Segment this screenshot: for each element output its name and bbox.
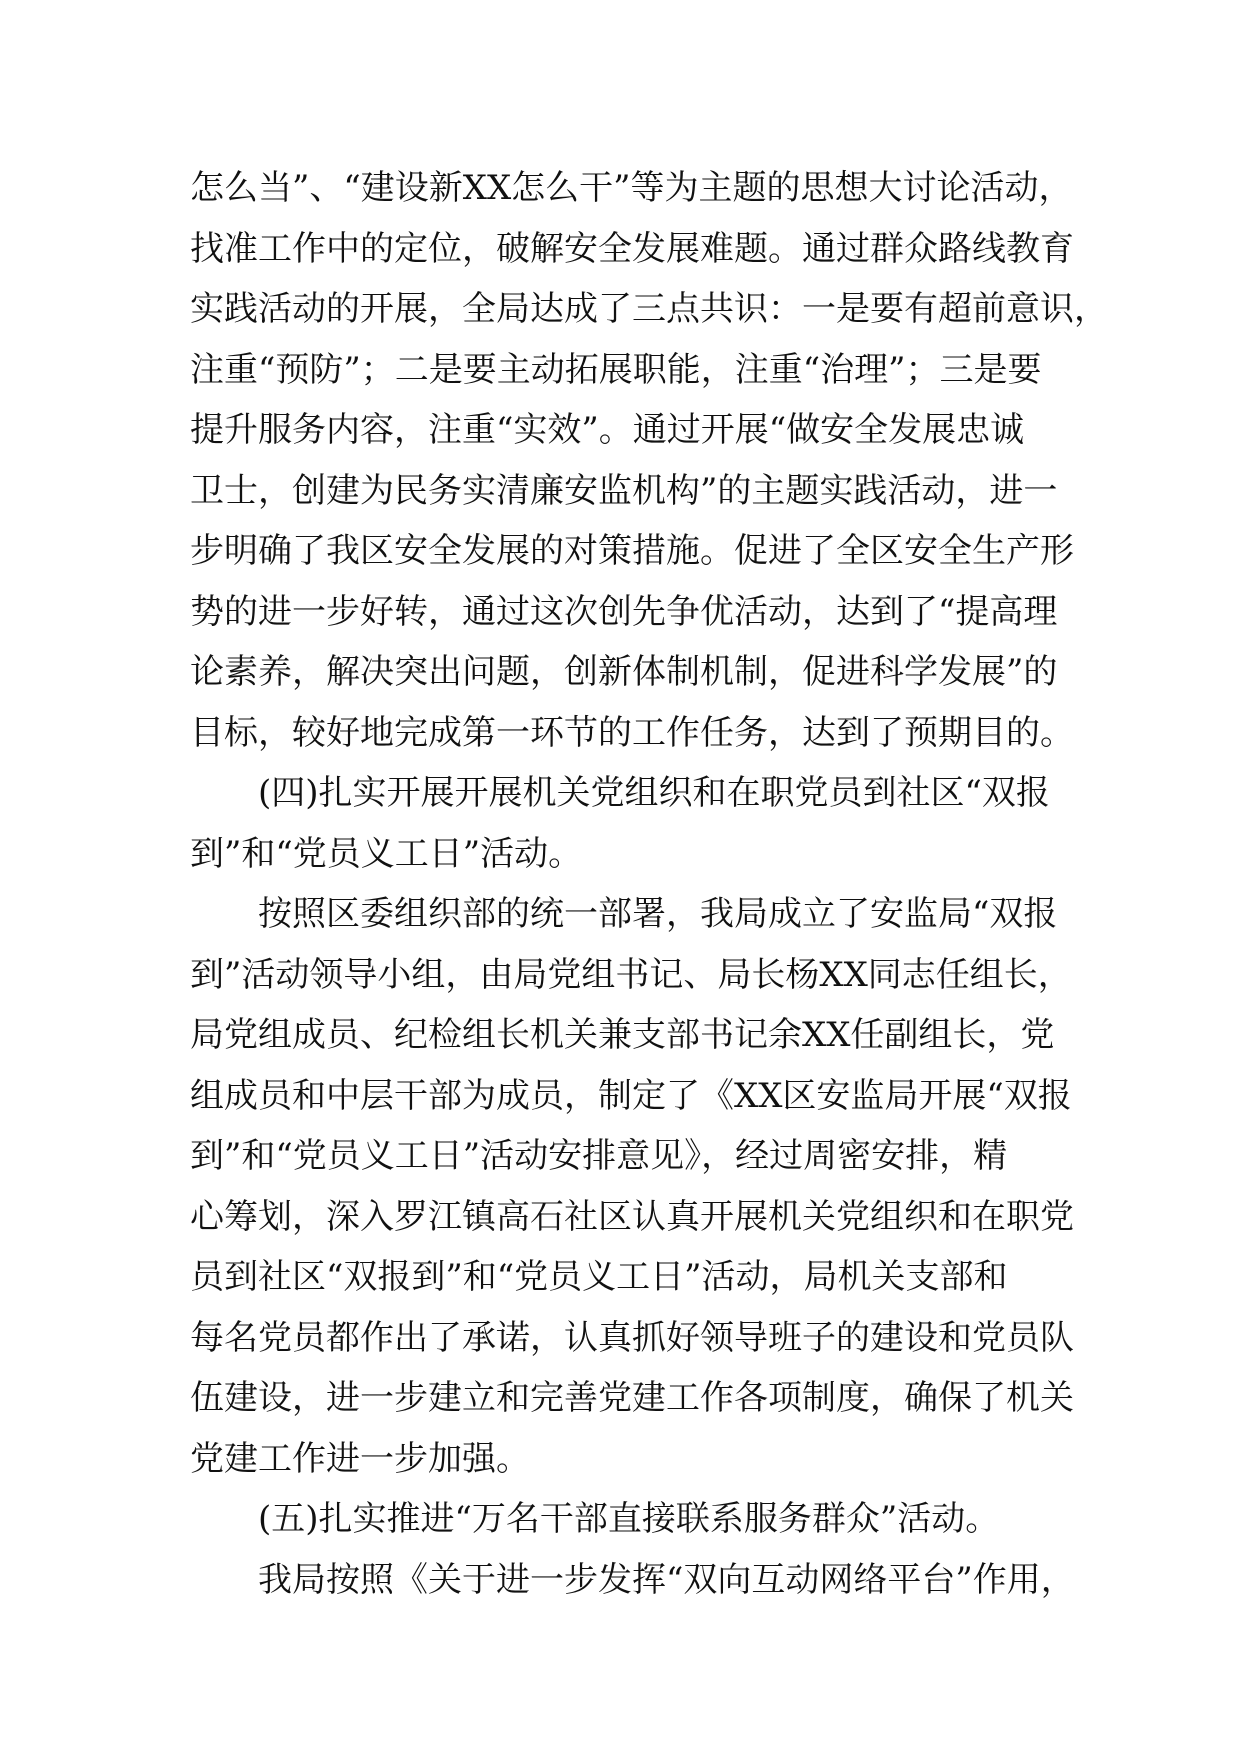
- text-line: 按照区委组织部的统一部署，我局成立了安监局“双报: [258, 894, 1058, 934]
- text-line: (五)扎实推进“万名干部直接联系服务群众”活动。: [258, 1499, 1000, 1539]
- text-line: 提升服务内容，注重“实效”。通过开展“做安全发展忠诚: [190, 410, 1025, 450]
- text-line: 找准工作中的定位，破解安全发展难题。通过群众路线教育: [190, 228, 1074, 269]
- text-line: 党建工作进一步加强。: [190, 1438, 530, 1479]
- text-line: 卫士，创建为民务实清廉安监机构”的主题实践活动，进一: [190, 470, 1058, 511]
- text-line: 员到社区“双报到”和“党员义工日”活动，局机关支部和: [190, 1257, 1008, 1297]
- text-line: 步明确了我区安全发展的对策措施。促进了全区安全生产形: [190, 531, 1074, 571]
- text-line: 每名党员都作出了承诺，认真抓好领导班子的建设和党员队: [190, 1317, 1074, 1358]
- document-body: [190, 158, 1108, 1610]
- text-line: 伍建设，进一步建立和完善党建工作各项制度，确保了机关: [190, 1378, 1074, 1418]
- text-line: 到”和“党员义工日”活动。: [190, 833, 583, 874]
- text-line: 我局按照《关于进一步发挥“双向互动网络平台”作用，: [258, 1559, 1075, 1600]
- text-line: 注重“预防”；二是要主动拓展职能，注重“治理”；三是要: [190, 349, 1042, 390]
- text-line: 到”和“党员义工日”活动安排意见》，经过周密安排，精: [190, 1136, 1008, 1176]
- text-line: 势的进一步好转，通过这次创先争优活动，达到了“提高理: [190, 591, 1058, 632]
- text-line: 实践活动的开展，全局达成了三点共识：一是要有超前意识，: [190, 289, 1108, 329]
- text-line: 组成员和中层干部为成员，制定了《XX区安监局开展“双报: [190, 1075, 1072, 1116]
- text-line: 心筹划，深入罗江镇高石社区认真开展机关党组织和在职党: [190, 1196, 1074, 1237]
- text-line: 目标，较好地完成第一环节的工作任务，达到了预期目的。: [190, 712, 1074, 753]
- text-line: 到”活动领导小组，由局党组书记、局长杨XX同志任组长，: [190, 954, 1072, 995]
- text-line: (四)扎实开展开展机关党组织和在职党员到社区“双报: [258, 773, 1050, 813]
- text-line: 怎么当”、“建设新XX怎么干”等为主题的思想大讨论活动，: [190, 168, 1073, 208]
- text-line: 局党组成员、纪检组长机关兼支部书记余XX任副组长，党: [190, 1015, 1055, 1055]
- text-line: 论素养，解决突出问题，创新体制机制，促进科学发展”的: [190, 652, 1058, 692]
